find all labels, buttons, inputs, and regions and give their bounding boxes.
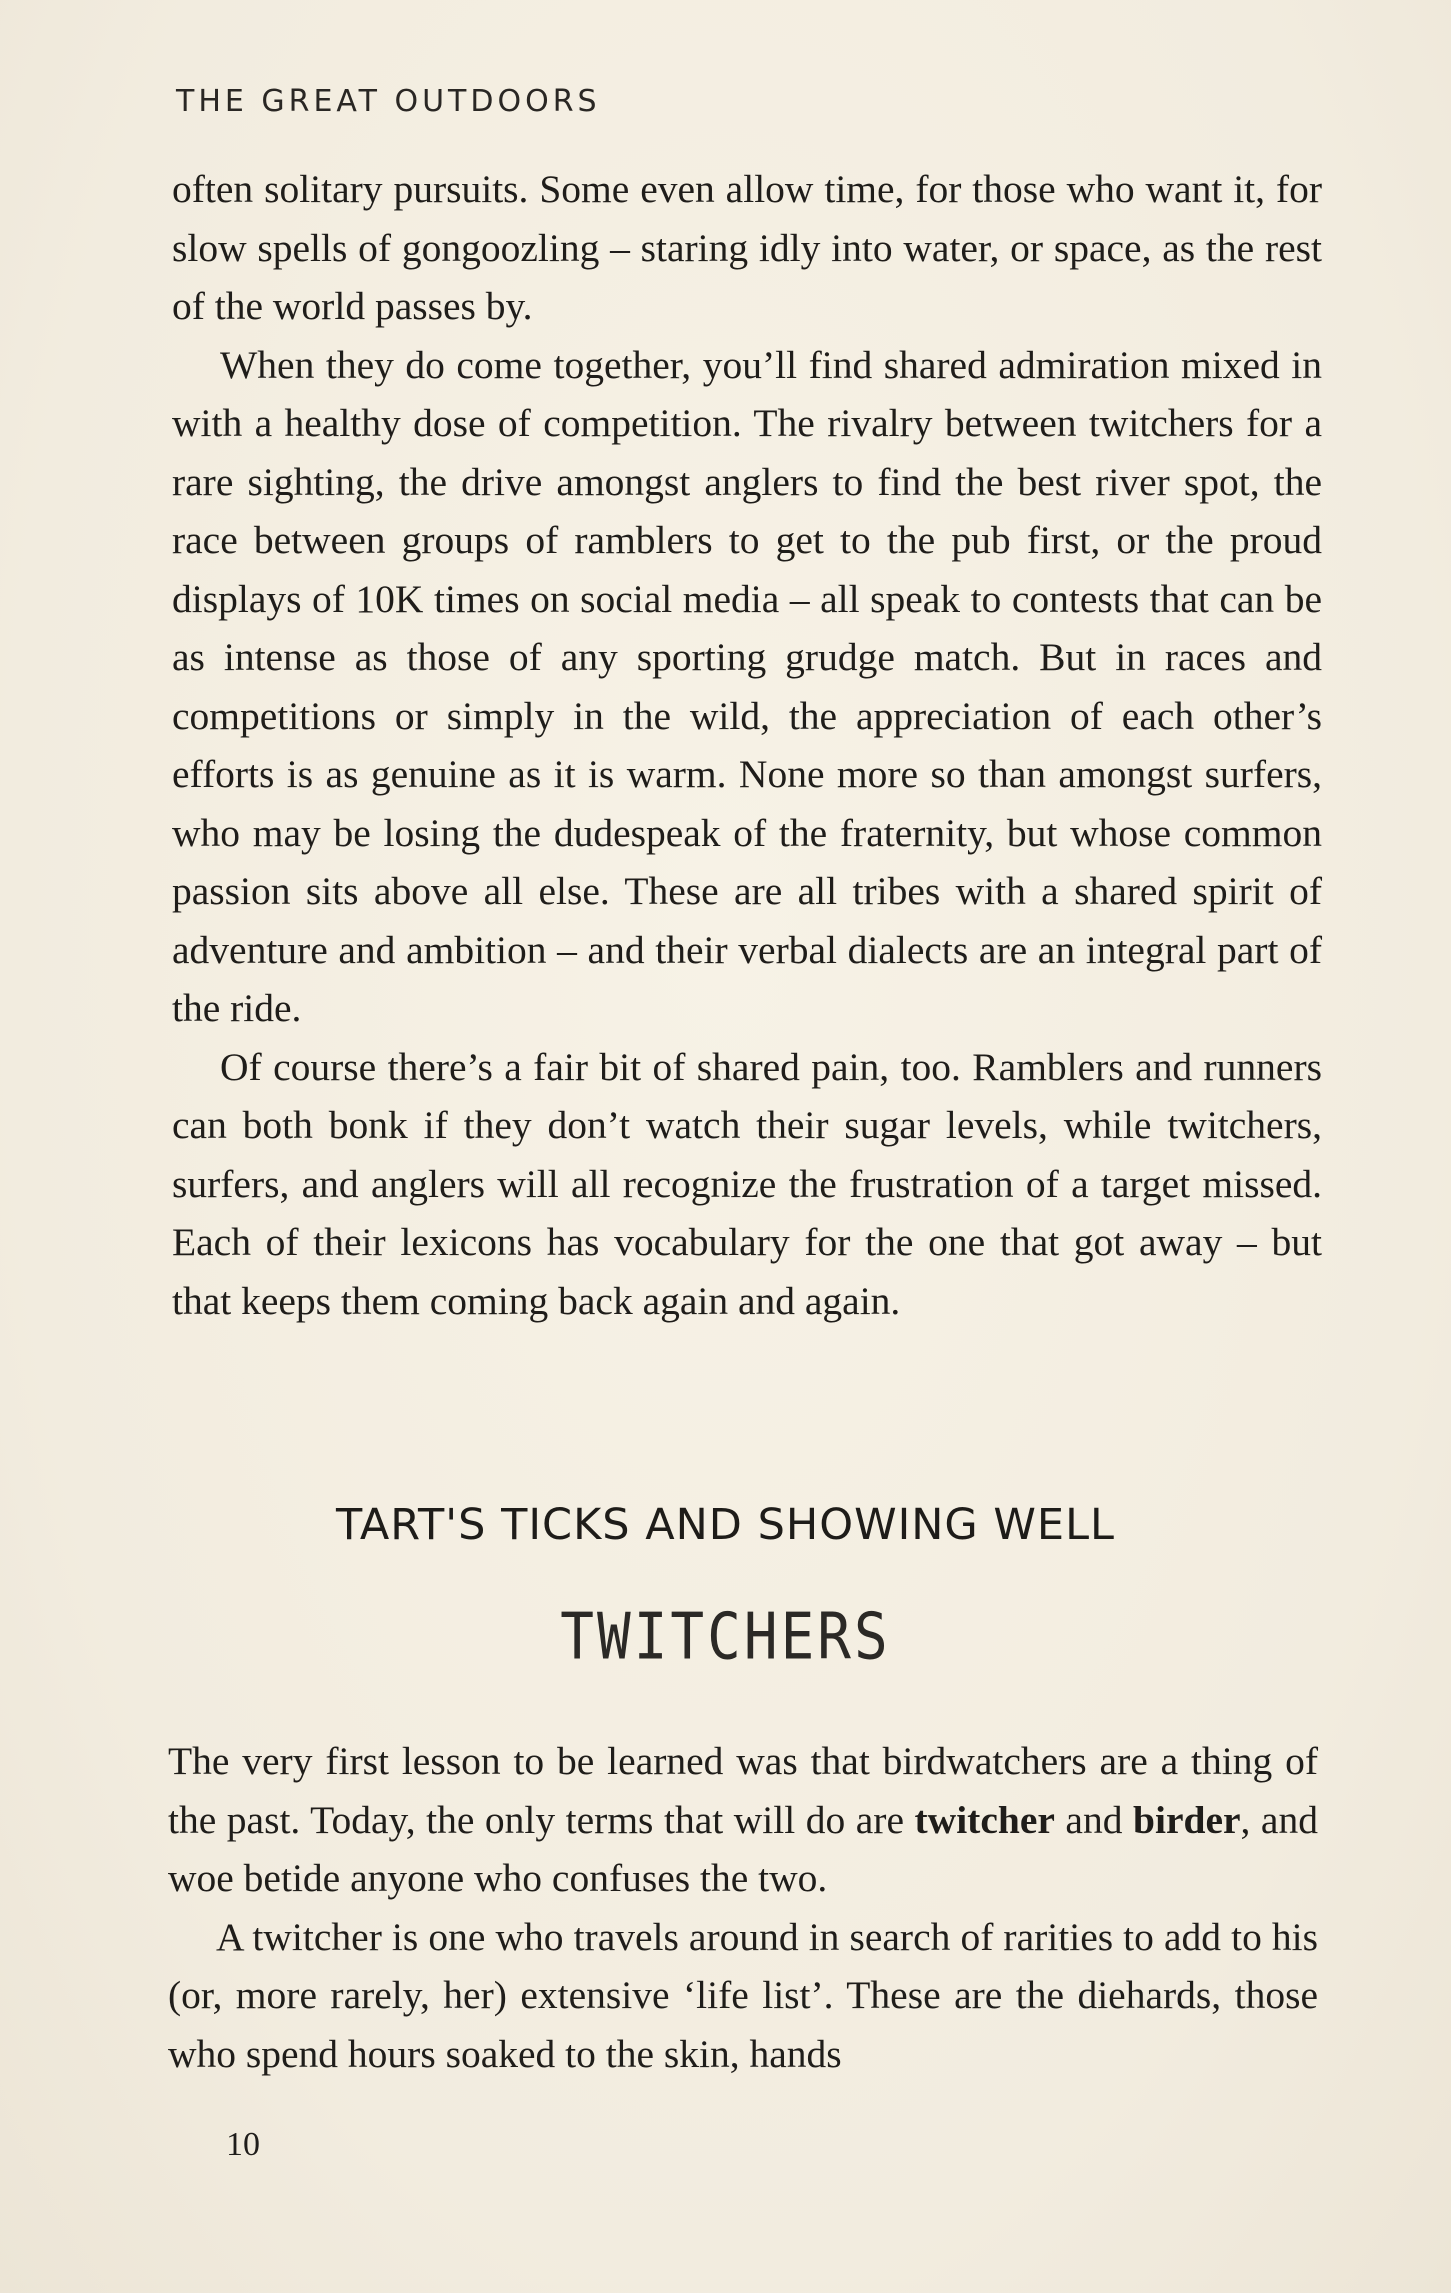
text-run: The very first lesson to be learned was that birdwatchers are a thing of the past. Today, the only terms that will do are	[168, 1739, 1318, 1842]
paragraph: When they do come together, you’ll find shared admiration mixed in with a healthy dose of competition. The rivalry between twitchers for a rare sighting, the drive amongst anglers to find the best river spot, the race between groups of ramblers to get to the pub first, or the proud displays of 10K times on social media – all speak to contests that can be as intense as those of any sporting grudge match. But in races and competitions or simply in the wild, the appreciation of each other’s efforts is as genuine as it is warm. None more so than amongst surfers, who may be losing the dudespeak of the fraternity, but whose common passion sits above all else. These are all tribes with a shared spirit of adventure and ambition – and their verbal dialects are an integral part of the ride.	[172, 342, 1322, 1030]
text-run: and	[1054, 1797, 1133, 1842]
body-text-bottom	[168, 1732, 1318, 2083]
running-head: THE GREAT OUTDOORS	[176, 84, 601, 119]
paragraph: A twitcher is one who travels around in search of rarities to add to his (or, more rarely, her) extensive ‘life list’. These are the diehards, those who spend hours soaked to the skin, hands	[168, 1914, 1318, 2076]
paragraph: Of course there’s a fair bit of shared pain, too. Ramblers and runners can both bonk if they don’t watch their sugar levels, while twitchers, surfers, and anglers will all recognize the frustration of a target missed. Each of their lexicons has vocabulary for the one that got away – but that keeps them coming back again and again.	[172, 1044, 1322, 1323]
paragraph: often solitary pursuits. Some even allow time, for those who want it, for slow spells of gongoozling – staring idly into water, or space, as the rest of the world passes by.	[172, 167, 1322, 328]
term-twitcher: twitcher	[914, 1797, 1055, 1842]
body-text-top	[172, 160, 1322, 1330]
section-title: TWITCHERS	[560, 1600, 891, 1675]
term-birder: birder	[1133, 1797, 1241, 1842]
text-run: , and woe betide anyone who confuses the two.	[168, 1797, 1318, 1900]
paragraph-intro	[168, 1732, 1318, 1908]
page-number: 10	[226, 2126, 260, 2163]
section-heading: TART'S TICKS AND SHOWING WELL	[335, 1500, 1116, 1550]
